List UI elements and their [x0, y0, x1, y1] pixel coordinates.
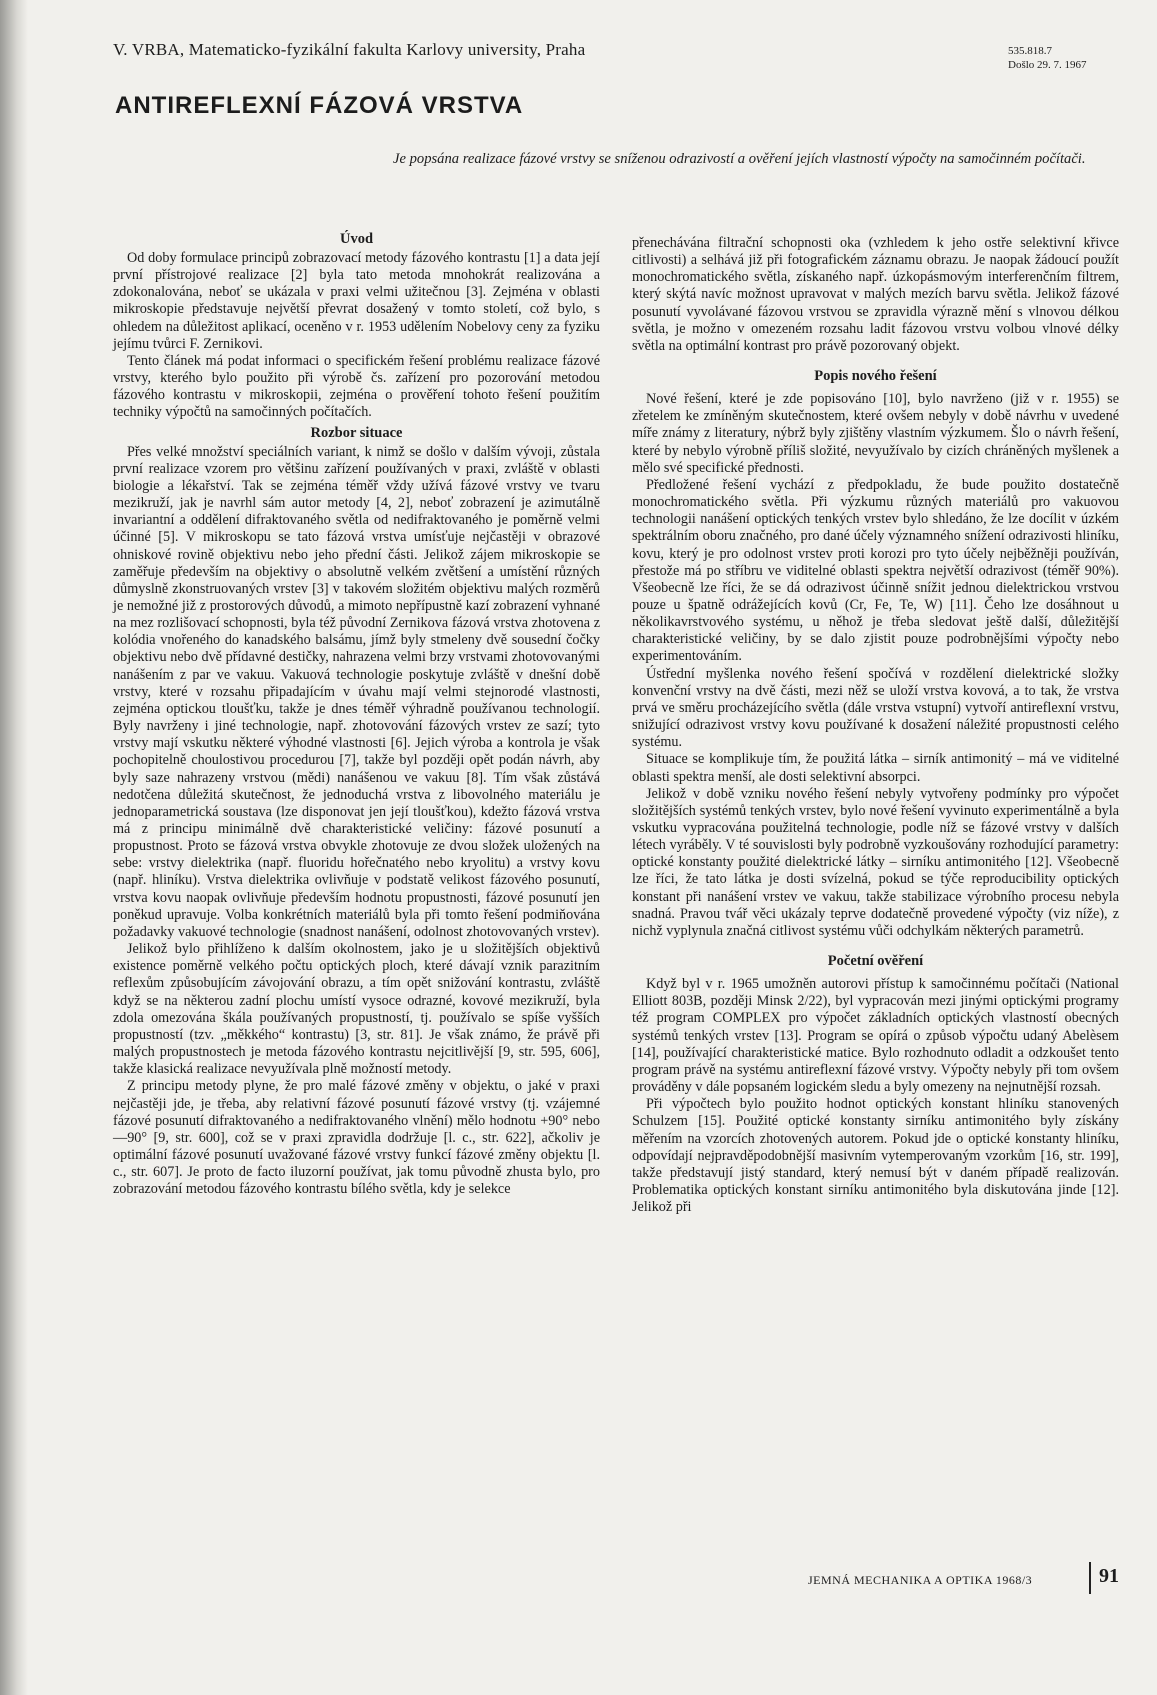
- right-column: [632, 235, 1119, 1216]
- section-heading-intro: Úvod: [339, 231, 374, 247]
- classification-block: [1008, 44, 1126, 72]
- paragraph: Jelikož v době vzniku nového řešení nebyly vytvořeny podmínky pro výpočet složitějších systémů tenkých vrstev, bylo nové řešení vyvinuto experimentálně a byla vskutku vypracována použitelná technologie, podle níž se fázové vrstvy v dalších létech vyráběly. V té souvislosti byly podrobně vyzkoušovány rozhodující parametry: optické konstanty použité dielektrické látky – sirníku antimonitého [12]. Všeobecně lze říci, že tato látka je dosti svízelná, pokud se týče reproducibility optických konstant při nanášení vrstev ve vakuu, takže stabilizace výrobního procesu nebyla snadná. Pravou tvář věci ukázaly teprve dodatečně provedené výpočty (viz níže), z nichž vyplynula značná citlivost systému vůči odchylkám některých parametrů.: [632, 785, 1119, 939]
- udc-code: 535.818.7: [1008, 45, 1052, 57]
- section-heading-new-solution: Popis nového řešení: [814, 368, 937, 385]
- article-abstract: Je popsána realizace fázové vrstvy se sníženou odrazivostí a ověření jejích vlastností výpočty na samočinném počítači.: [393, 151, 1086, 167]
- paragraph: Předložené řešení vychází z předpokladu, že bude použito dostatečně monochromatického světla. Při výzkumu různých materiálů pro vakuovou technologii nanášení optických tenkých vrstev bylo shledáno, že lze docílit v úzkém spektrálním oboru značného, pro dané účely významného snížení odrazivosti hliníku, kovu, který je pro odolnost vrstev proti korozi pro tyto účely nejběžněji používán, přestože má po stříbru ve viditelné oblasti spektra největší odrazivost (téměř 90%). Všeobecně lze říci, že se dá odrazivost účinně snížit jednou dielektrickou vrstvou pouze u špatně odrážejících kovů (Cr, Fe, Te, W) [11]. Čeho lze dosáhnout u několikavrstvového systému, u něhož je třeba sledovat ještě další, důležitější charakteristické veličiny, by se dalo zjistit pouze podrobnějšími výpočty nebo experimentováním.: [632, 476, 1119, 665]
- paragraph: Při výpočtech bylo použito hodnot optických konstant hliníku stanovených Schulzem [15]. Použité optické konstanty sirníku antimonitého byly získány měřením na vzorcích zhotovených autorem. Pokud jde o optické konstanty hliníku, odpovídají nejpravděpodobnější masivním vytemperovaným vzorkům [16, str. 199], takže představují jistý standard, který nemusí být v daném případě realizován. Problematika optických konstant sirníku antimonitého byla diskutována jinde [12]. Jelikož při: [632, 1096, 1119, 1216]
- paragraph: Od doby formulace principů zobrazovací metody fázového kontrastu [1] a data její první přístrojové realizace [2] byla tato metoda mnohokrát realizována a zdokonalována, neboť se ukázala v praxi velmi užitečnou [3]. Zejména v oblasti mikroskopie představuje největší převrat dosažený v tomto století, což bylo, s ohledem na důležitost aplikací, oceněno v r. 1953 udělením Nobelovy ceny za fyziku jejímu tvůrci F. Zernikovi.: [113, 250, 600, 352]
- paragraph: Když byl v r. 1965 umožněn autorovi přístup k samočinnému počítači (National Elliott 803B, později Minsk 2/22), byl vypracován mezi jinými optickými programy též program COMPLEX pro výpočet základních optických vlastností obecných systémů tenkých vrstev [13]. Program se opírá o způsob výpočtu udaný Abelèsem [14], používající charakteristické matice. Bylo rozhodnuto odladit a odzkoušet tento program právě na systému antireflexní fázové vrstvy. Výpočty nebyly při tom ovšem prováděny v dále popsaném logickém sledu a byly omezeny na nejnutnější rozsah.: [632, 976, 1119, 1096]
- author-line: V. VRBA, Matematicko-fyzikální fakulta Karlovy university, Praha: [113, 40, 586, 59]
- section-heading-analysis: Rozbor situace: [310, 424, 403, 441]
- left-column: [113, 228, 600, 1198]
- paragraph: Přes velké množství speciálních variant, k nimž se došlo v dalším vývoji, zůstala první realizace vzorem pro většinu zařízení používaných v praxi, zvláště v oblasti biologie a lékařství. Tak se zejména téměř vždy užívá fázové vrstvy ve tvaru mezikruží, jak je navrhl sám autor metody [4, 2], neboť zobrazení je azimutálně invariantní a oddělení difraktovaného světla od nedifraktovaného je poměrně velmi účinné [5]. V mikroskopu se tato fázová vrstva umísťuje nejčastěji v obrazové ohniskové rovině objektivu nebo jeho přední části. Jelikož zájem mikroskopie se zaměřuje především na objektivy o absolutně velkém zvětšení a umístění různých důmyslně zkonstruovaných vrstev [3] v takovém složitém objektivu malých rozměrů je nemožné již z prostorových důvodů, a mimoto nepřípustně kazí zobrazení vyhnané na mez rozlišovací schopnosti, byla též původní Zernikova fázová vrstva zhotovena z kolódia vnořeného do kanadského balsámu, jímž byly stmeleny dvě sousední čočky objektivu nebo dvě přídavné destičky, nahrazena velmi brzy vrstvami zhotovovanými nanášením z par ve vakuu. Vakuová technologie poskytuje zvláště v dnešní době vrstvy, které v rozsahu připadajícím v úvahu mají velmi stejnorodé vlastnosti, zejména optickou tloušťku, takže je dnes téměř výhradně používanou technologií. Byly navrženy i jiné technologie, např. zhotovování fázových vrstev ze sazí; tyto vrstvy mají vskutku některé výhodné vlastnosti [6]. Jejich výroba a kontrola je však pochopitelně choulostivou procedurou [7], takže byl později opět podán návrh, aby byly saze nahrazeny vrstvou (mědi) nanášenou ve vakuu [8]. Tím však zůstává nedotčena důležitá skutečnost, že jednoduchá vrstva z libovolného materiálu je jednoparametrická soustava (lze disponovat jen její tloušťkou), kdežto fázová vrstva má z principu minimálně dvě charakteristické veličiny: fázové posunutí a propustnost. Proto se fázová vrstva obvykle zhotovuje ze dvou složek uložených na sebe: vrstvy dielektrika (např. fluoridu hořečnatého nebo kryolitu) a vrstvy kovu (např. hliníku). Vrstva dielektrika ovlivňuje v podstatě velikost fázového posunutí, vrstva kovu naopak ovlivňuje především hodnotu propustnosti, fázové posunutí jen poněkud upravuje. Volba konkrétních materiálů byla při tomto řešení podmiňována požadavky vakuové technologie (snadnost nanášení, odolnost zhotovovaných vrstev).: [113, 443, 600, 940]
- section-heading-calculation: Početní ověření: [827, 953, 924, 970]
- paragraph: Tento článek má podat informaci o specifickém řešení problému realizace fázové vrstvy, kterého bylo použito při výrobě čs. zařízení pro pozorování metodou fázového kontrastu v mikroskopii, zejména o prověření tohoto řešení použitím techniky výpočtů na samočinných počítačích.: [113, 352, 600, 421]
- paragraph: Jelikož bylo přihlíženo k dalším okolnostem, jako je u složitějších objektivů existence poměrně velkého počtu optických ploch, které dávají vznik parazitním reflexům způsobujícím závojování obrazu, a tím opět snižování kontrastu, zvláště když se na některou zadní plochu umístí vysoce odrazné, kovové mezikruží, byla zdola omezována škála používaných propustností, tj. používalo se spíše vyšších propustností (tzv. „měkkého“ kontrastu) [3, str. 81]. Je však známo, že právě při malých propustnostech je metoda fázového kontrastu nejcitlivější [9, str. 595, 606], takže klasická realizace nevyužívala plně možností metody.: [113, 941, 600, 1078]
- paragraph: Ústřední myšlenka nového řešení spočívá v rozdělení dielektrické složky konvenční vrstvy na dvě části, mezi něž se uloží vrstva kovová, a to tak, že vrstva prvá ve směru procházejícího světla (dále vrstva vstupní) vytvoří antireflexní vrstvu, snižující odrazivost vrstvy kovu používané k dosažení náležité propustnosti celého systému.: [632, 665, 1119, 751]
- article-title: ANTIREFLEXNÍ FÁZOVÁ VRSTVA: [115, 92, 524, 119]
- page-number: 91: [1099, 1565, 1119, 1587]
- footer-divider: [1089, 1562, 1091, 1594]
- paragraph: Nové řešení, které je zde popisováno [10], bylo navrženo (již v r. 1955) se zřetelem ke zmíněným skutečnostem, které ovšem nebyly v době návrhu v uvedené míře známy z literatury, nýbrž byly zjištěny vlastním výzkumem. Šlo o návrh řešení, které by nebylo výrobně příliš složité, nevyužívalo by cizích chráněných myšlenek a mělo své specifické přednosti.: [632, 391, 1119, 476]
- paragraph: přenechávána filtrační schopnosti oka (vzhledem k jeho ostře selektivní křivce citlivosti) a selhává již při fotografickém záznamu obrazu. Je naopak žádoucí použít monochromatického světla, získaného např. úzkopásmovým interferenčním filtrem, který skýtá navíc možnost upravovat v malých mezích barvu světla. Jelikož fázové posunutí vyvolávané fázovou vrstvou se zpravidla výrazně mění s vlnovou délkou světla, je možno v omezeném rozsahu ladit fázovou vrstvu volbou vlnové délky světla na optimální kontrast pro právě pozorovaný objekt.: [632, 235, 1119, 354]
- paragraph: Z principu metody plyne, že pro malé fázové změny v objektu, o jaké v praxi nejčastěji jde, je třeba, aby relativní fázové posunutí fázové vrstvy (tj. vzájemné fázové posunutí difraktovaného a nedifraktovaného vlnění) mělo hodnotu +90° nebo —90° [9, str. 600], což se v praxi zpravidla dodržuje [l. c., str. 622], ačkoliv je optimální fázové posunutí uvažované fázové vrstvy funkcí fázové změny objektu [l. c., str. 607]. Je proto de facto iluzorní používat, jak tomu původně zhusta bylo, pro zobrazování metodou fázového kontrastu bílého světla, kdy je selekce: [113, 1078, 600, 1198]
- journal-footer: JEMNÁ MECHANIKA A OPTIKA 1968/3: [808, 1573, 1033, 1587]
- received-date: Došlo 29. 7. 1967: [1008, 59, 1087, 71]
- page-edge-shadow: [0, 0, 28, 1695]
- paragraph: Situace se komplikuje tím, že použitá látka – sirník antimonitý – má ve viditelné oblasti spektra menší, ale dosti selektivní absorpci.: [632, 751, 1119, 785]
